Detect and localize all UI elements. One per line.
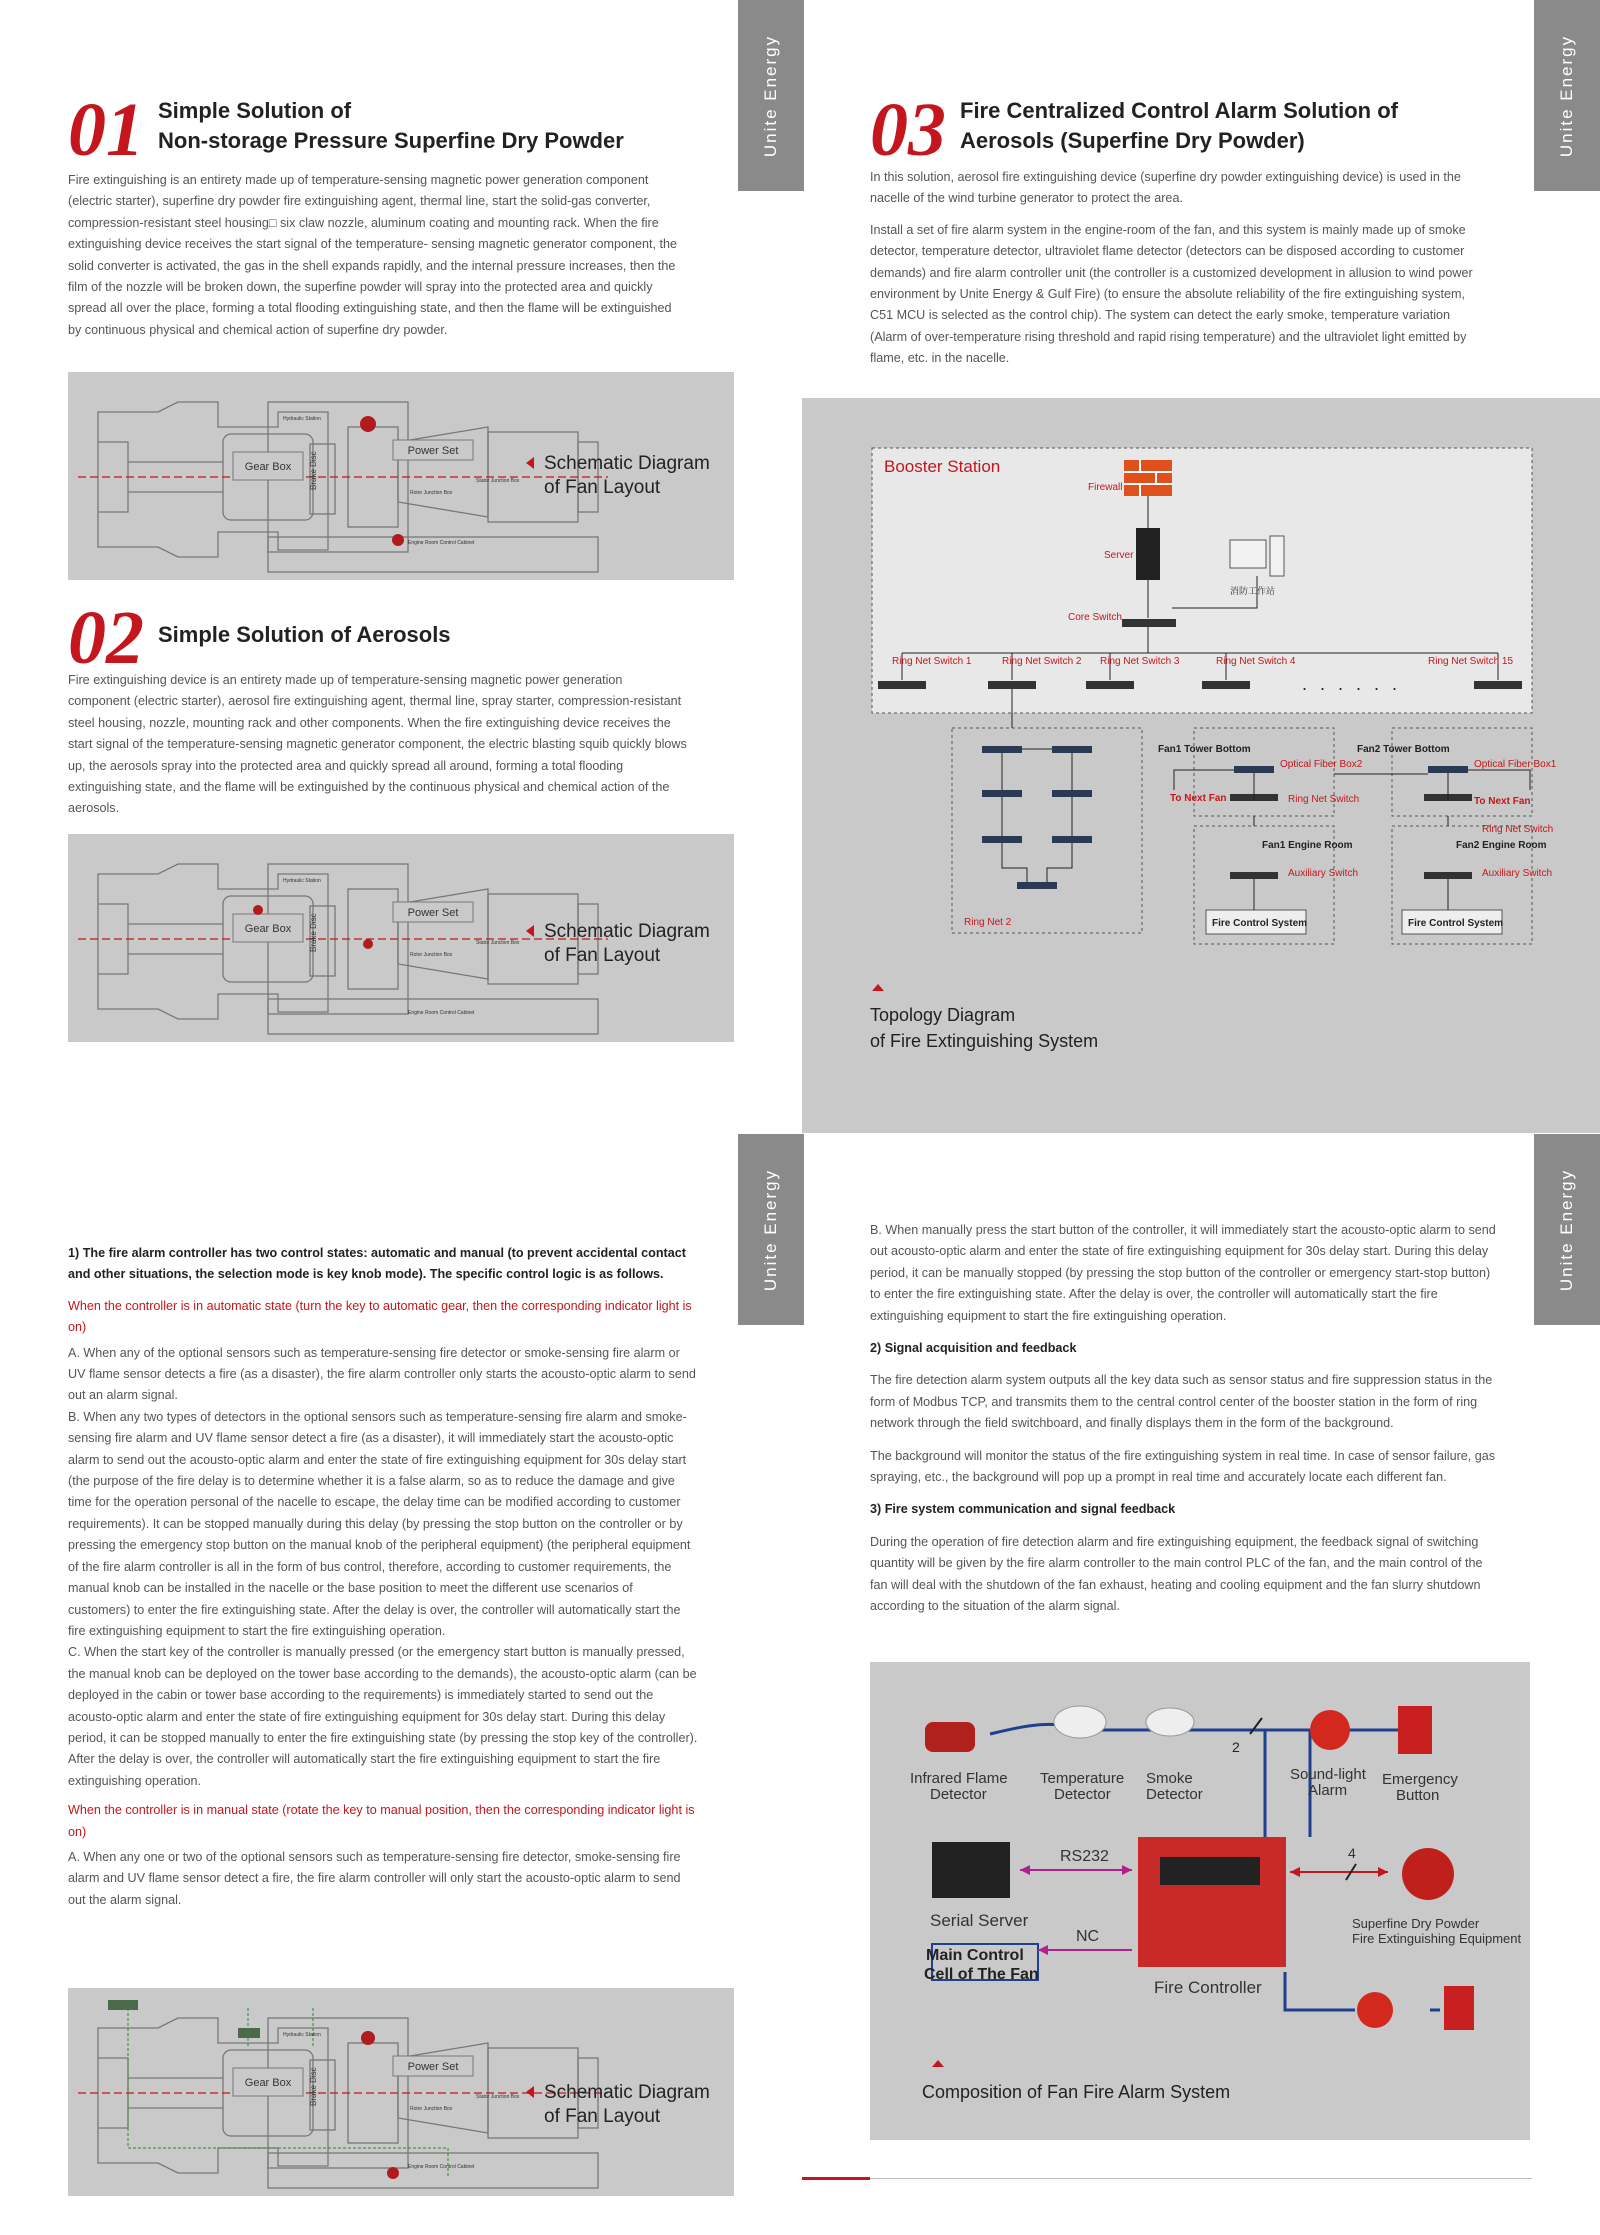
section-body: Fire extinguishing is an entirety made up of temperature-sensing magnetic power generation component (electric starter), superfine dry powder fire extinguishing agent, thermal line, start the solid-gas converter, compression-resistant steel housing□ six claw nozzle, aluminum coating and mounting rack. When the fire extinguishing device receives the start signal of the temperature- sensing magnetic generator component, the solid converter is activated, the gas in the shell expands rapidly, and the internal pressure increases, then the film of the nozzle will be broken down, the superfine powder will spray into the protected area and quickly spread all over the place, forming a total flooding extinguishing state, and then the flame will be extinguished by continuous physical and chemical action of superfine dry powder. <box>68 173 678 337</box>
aux-switch-label: Auxiliary Switch <box>1482 868 1553 879</box>
temp-label: Temperature <box>1040 1770 1125 1787</box>
main-control-label: Main Control <box>926 1947 1024 1964</box>
subheading: 1) The fire alarm controller has two control states: automatic and manual (to prevent accidental contact and other situations, the selection mode is key knob mode). The specific control logic is as follows. <box>68 1246 686 1282</box>
workstation-icon <box>1230 540 1266 568</box>
ring-switch-icon <box>878 681 926 689</box>
rotor-junction-label: Rotor Junction Box <box>410 490 453 496</box>
hydraulic-station-label: Hydraulic Station <box>283 416 321 422</box>
serial-label: Serial Server <box>930 1911 1029 1930</box>
footer-accent <box>802 2177 870 2180</box>
emergency-button-icon <box>1444 1986 1474 2030</box>
caption-line: of Fire Extinguishing System <box>870 1031 1099 1051</box>
ring-switch-icon <box>982 746 1022 753</box>
brand-label: Unite Energy <box>1557 34 1576 157</box>
sound-light-alarm-icon <box>1310 1710 1350 1750</box>
aerosol-icon <box>253 905 263 915</box>
aux-switch-icon <box>1424 872 1472 879</box>
rotor-junction-label: Rotor Junction Box <box>410 2106 453 2112</box>
caption-line: Schematic Diagram <box>544 921 710 942</box>
caption-line: of Fan Layout <box>544 945 661 966</box>
booster-station-label: Booster Station <box>884 457 1001 476</box>
ir-label: Detector <box>930 1786 987 1803</box>
stator-junction-label: Stator Junction Box <box>476 940 520 946</box>
emergency-button-icon <box>1398 1706 1432 1754</box>
ring-switch-icon <box>1052 746 1092 753</box>
topology-diagram <box>802 398 1600 1133</box>
switch-label: Ring Net Switch 2 <box>1002 656 1082 667</box>
to-next-fan-label: To Next Fan <box>1474 796 1531 807</box>
diagram-caption <box>544 920 710 968</box>
engine-cabinet-label: Engine Room Control Cabinet <box>408 2164 475 2170</box>
paragraph: Install a set of fire alarm system in the engine-room of the fan, and this system is mainly made up of smoke detector, temperature detector, ultraviolet flame detector (detectors can be disposed according to customer demands) and fire alarm controller unit (the controller is a customized development in allusion to wind power environment by Unite Energy & Gulf Fire) (to ensure the absolute reliability of the fire extinguishing system, C51 MCU is selected as the control chip). The system can detect the early smoke, temperature variation (Alarm of over-temperature rising threshold and rapid rising temperature) and the ultraviolet light emitted by flame, etc. in the nacelle. <box>870 222 1473 366</box>
brand-tab <box>738 1134 804 1325</box>
control-logic-text <box>68 1243 698 1921</box>
ring-switch-icon <box>1202 681 1250 689</box>
ring-net-2-label: Ring Net 2 <box>964 917 1012 928</box>
composition-drawing <box>870 1662 1530 2140</box>
section-body <box>870 167 1490 380</box>
temperature-detector-icon <box>1054 1706 1106 1738</box>
sound-light-alarm-icon <box>1357 1992 1393 2028</box>
emerg-label: Button <box>1396 1787 1440 1804</box>
sound-label: Sound-light <box>1290 1766 1366 1783</box>
aux-switch-label: Auxiliary Switch <box>1288 868 1359 879</box>
caption-line: Schematic Diagram <box>544 2082 710 2103</box>
caption-arrow-icon <box>526 2086 534 2098</box>
fan2-engine-label: Fan2 Engine Room <box>1456 840 1547 851</box>
paragraph: During the operation of fire detection alarm and fire extinguishing equipment, the feedback signal of switching quantity will be given by the fire alarm controller to the main control PLC of the fan, and the main control of the fan will deal with the shutdown of the fan exhaust, heating and cooling equipment and the fan slurry shutdown according to the situation of the alarm signal. <box>870 1534 1483 1614</box>
emerg-label: Emergency <box>1382 1771 1458 1788</box>
switch-label: Ring Net Switch 1 <box>892 656 972 667</box>
paragraph: In this solution, aerosol fire extinguishing device (superfine dry powder extinguishing device) is used in the nacelle of the wind turbine generator to protect the area. <box>870 170 1461 206</box>
temp-label: Detector <box>1054 1786 1111 1803</box>
paragraph: A. When any one or two of the optional sensors such as temperature-sensing fire detector, smoke-sensing fire alarm and UV flame sensor detect a fire, the fire alarm controller will only start the acousto-optic alarm to send out the alarm signal. <box>68 1849 681 1907</box>
stator-junction-label: Stator Junction Box <box>476 478 520 484</box>
optical-fiber-box-icon <box>1234 766 1274 773</box>
engine-cabinet-label: Engine Room Control Cabinet <box>408 1010 475 1016</box>
diagram-caption <box>870 1002 1098 1054</box>
firewall-label: Firewall <box>1088 482 1123 493</box>
gear-box-label: Gear Box <box>244 461 292 473</box>
optical-fiber-box-icon <box>1428 766 1468 773</box>
switch-label: Ring Net Switch 4 <box>1216 656 1296 667</box>
server-label: Server <box>1104 550 1134 561</box>
to-next-fan-label: To Next Fan <box>1170 793 1227 804</box>
power-set-label: Power Set <box>407 907 459 919</box>
switch-label: Ring Net Switch 3 <box>1100 656 1180 667</box>
switch-label: Ring Net Switch 15 <box>1428 656 1514 667</box>
section-title <box>960 96 1398 156</box>
diagram-caption <box>544 452 710 500</box>
fan1-engine-label: Fan1 Engine Room <box>1262 840 1353 851</box>
ring-switch-icon <box>982 836 1022 843</box>
composition-diagram <box>870 1662 1530 2140</box>
signal-feedback-text <box>870 1220 1500 1628</box>
ofb1-label: Optical Fiber Box1 <box>1474 759 1557 770</box>
sdp-label: Fire Extinguishing Equipment <box>1352 1931 1522 1946</box>
brand-label: Unite Energy <box>761 34 780 157</box>
wire-count-4: 4 <box>1348 1845 1356 1861</box>
section-body: Fire extinguishing device is an entirety made up of temperature-sensing magnetic power generation component (electric starter), aerosol fire extinguishing agent, thermal line, spray starter, compression-resistant steel housing, nozzle, mounting rack and other components. When the fire extinguishing device receives the start signal of the temperature-sensing magnetic generator component, the electric blasting squib quickly blows up, the aerosols spray into the protected area and quickly spread all around, forming a total flooding extinguishing state, and the flame will be extinguished by the continuous physical and chemical action of the aerosols. <box>68 673 687 816</box>
caption-line: of Fan Layout <box>544 477 661 498</box>
ring-switch-icon <box>1086 681 1134 689</box>
power-set-label: Power Set <box>407 2061 459 2073</box>
detector-icon <box>238 2028 260 2038</box>
auto-state-note: When the controller is in automatic state (turn the key to automatic gear, then the corresponding indicator light is on) <box>68 1298 692 1335</box>
title-line: Non-storage Pressure Superfine Dry Powder <box>158 128 624 153</box>
stator-junction-label: Stator Junction Box <box>476 2094 520 2100</box>
caption-arrow-icon <box>526 457 534 469</box>
section-title: Simple Solution of Aerosols <box>158 622 451 647</box>
main-control-label: Cell of The Fan <box>924 1966 1039 1983</box>
controller-label: Fire Controller <box>1154 1978 1262 1997</box>
extinguisher-icon <box>387 2167 399 2179</box>
diagram-caption <box>544 2081 710 2129</box>
ring-switch-label: Ring Net Switch <box>1482 824 1554 835</box>
serial-server-icon <box>932 1842 1010 1898</box>
extinguisher-icon <box>361 2031 375 2045</box>
caption-line: Schematic Diagram <box>544 453 710 474</box>
dry-powder-extinguisher-icon <box>1402 1848 1454 1900</box>
paragraph: The background will monitor the status of the fire extinguishing system in real time. In case of sensor failure, gas spraying, etc., the background will pop up a prompt in real time and accurately locate each different fan. <box>870 1448 1496 1485</box>
infrared-flame-detector-icon <box>925 1722 975 1752</box>
smoke-label: Smoke <box>1146 1770 1193 1787</box>
engine-cabinet-label: Engine Room Control Cabinet <box>408 540 475 546</box>
ir-label: Infrared Flame <box>910 1770 1008 1787</box>
core-switch-icon <box>1122 619 1176 627</box>
section-number: 01 <box>68 88 144 172</box>
smoke-label: Detector <box>1146 1786 1203 1803</box>
caption-arrow-icon <box>932 2060 944 2067</box>
ring-switch-icon <box>982 790 1022 797</box>
aux-switch-icon <box>1230 872 1278 879</box>
aerosol-icon <box>363 939 373 949</box>
brake-disc-label: Brake Disc <box>309 913 318 952</box>
fan2-tower-label: Fan2 Tower Bottom <box>1357 744 1450 755</box>
ring-switch-icon <box>1052 836 1092 843</box>
extinguisher-icon <box>360 416 376 432</box>
diagram-caption: Composition of Fan Fire Alarm System <box>922 2082 1231 2102</box>
ring-switch-icon <box>1474 681 1522 689</box>
paragraph: B. When any two types of detectors in the optional sensors such as temperature-sensing fire alarm and smoke-sensing fire alarm and UV flame sensor detect a fire (as a disaster), it will immediately start the acousto-optic alarm to send out the acousto-optic alarm and enter the state of fire extinguishing equipment for 30s delay start (the purpose of the fire delay is to determine whether it is a false alarm, so as to reduce the damage and give time for the operation personal of the nacelle to escape, the delay time can be modified according to customer requirements). It can be stopped manually during this delay (by pressing the stop button on the controller or by pressing the emergency stop button on the manual knob of the peripheral equipment) (the peripheral equipment of the fire alarm controller is all in the form of bus control, therefore, according to customer requirements, the manual knob can be installed in the nacelle or the base position to meet the different use scenarios of customers) to enter the fire extinguishing state. After the delay is over, the controller will automatically start the fire extinguishing equipment to start the fire extinguishing operation. <box>68 1409 691 1638</box>
section-number: 03 <box>870 88 946 172</box>
hydraulic-station-label: Hydraulic Station <box>283 878 321 884</box>
title-line: Simple Solution of <box>158 98 352 123</box>
caption-arrow-icon <box>872 984 884 991</box>
caption-arrow-icon <box>526 925 534 937</box>
brand-tab <box>738 0 804 191</box>
power-set-label: Power Set <box>407 445 459 457</box>
caption-line: of Fan Layout <box>544 2106 661 2127</box>
sound-label: Alarm <box>1308 1782 1348 1799</box>
ofb2-label: Optical Fiber Box2 <box>1280 759 1363 770</box>
brand-label: Unite Energy <box>761 1168 780 1291</box>
brand-tab <box>1534 1134 1600 1325</box>
brand-label: Unite Energy <box>1557 1168 1576 1291</box>
title-line: Fire Centralized Control Alarm Solution of <box>960 98 1398 123</box>
fan-layout-diagram <box>68 1988 734 2196</box>
fan-layout-diagram <box>68 372 734 580</box>
brake-disc-label: Brake Disc <box>309 2067 318 2106</box>
brake-disc-label: Brake Disc <box>309 451 318 490</box>
ellipsis: . . . . . . <box>1302 674 1402 694</box>
paragraph: C. When the start key of the controller is manually pressed (or the emergency start button is manually pressed, the manual knob can be deployed on the tower base according to the demands), the acousto-optic alarm (can be deployed in the cabin or tower base according to the requirements) is immediately started to send out the acousto-optic alarm and enter the state of fire extinguishing equipment for 30s delay start. During this delay period, it can be stopped manually to enter the fire extinguishing state (by pressing the stop key of the controller). After the delay is over, the controller will automatically start the fire extinguishing equipment to start the fire extinguishing operation. <box>68 1645 698 1788</box>
fan-layout-diagram <box>68 834 734 1042</box>
fire-control-label: Fire Control System <box>1212 918 1308 929</box>
caption-line: Topology Diagram <box>870 1005 1016 1025</box>
wire-count-2: 2 <box>1232 1739 1240 1755</box>
fire-controller-icon <box>1138 1837 1286 1967</box>
nc-label: NC <box>1076 1928 1100 1945</box>
gear-box-label: Gear Box <box>244 2077 292 2089</box>
paragraph: The fire detection alarm system outputs all the key data such as sensor status and fire suppression status in the form of Modbus TCP, and transmits them to the central control center of the booster station in the form of ring network through the field switchboard, and finally displays them in the form of the background. <box>870 1373 1493 1431</box>
extinguisher-icon <box>392 534 404 546</box>
firewall-icon <box>1124 460 1172 496</box>
rotor-junction-label: Rotor Junction Box <box>410 952 453 958</box>
section-title <box>158 96 624 156</box>
section-number: 02 <box>68 596 144 680</box>
sdp-label: Superfine Dry Powder <box>1352 1916 1480 1931</box>
hydraulic-station-label: Hydraulic Station <box>283 2032 321 2038</box>
subheading: 2) Signal acquisition and feedback <box>870 1341 1077 1356</box>
workstation-label: 消防工作站 <box>1230 586 1276 596</box>
paragraph: B. When manually press the start button of the controller, it will immediately start the acousto-optic alarm to send out acousto-optic alarm and enter the state of fire extinguishing equipment for 30s delay start. During this delay period, it can be manually stopped (by pressing the stop button of the controller or emergency start-stop button) to enter the fire extinguishing state. After the delay is over, the controller will automatically start the fire extinguishing equipment to start the fire extinguishing operation. <box>870 1223 1496 1323</box>
rs232-label: RS232 <box>1060 1848 1109 1865</box>
smoke-detector-icon <box>1146 1708 1194 1736</box>
core-switch-label: Core Switch <box>1068 612 1122 623</box>
brand-tab <box>1534 0 1600 191</box>
fan1-tower-label: Fan1 Tower Bottom <box>1158 744 1251 755</box>
title-line: Aerosols (Superfine Dry Powder) <box>960 128 1305 153</box>
fire-control-label: Fire Control System <box>1408 918 1504 929</box>
gear-box-label: Gear Box <box>244 923 292 935</box>
ring-switch-icon <box>1052 790 1092 797</box>
manual-state-note: When the controller is in manual state (rotate the key to manual position, then the corresponding indicator light is on) <box>68 1803 695 1839</box>
ring-switch-label: Ring Net Switch <box>1288 794 1360 805</box>
detector-icon <box>108 2000 138 2010</box>
server-icon <box>1136 528 1160 580</box>
paragraph: A. When any of the optional sensors such as temperature-sensing fire detector or smoke-sensing fire alarm or UV flame sensor detects a fire (as a disaster), the fire alarm controller only starts the acousto-optic alarm to send out an alarm signal. <box>68 1345 696 1403</box>
footer-rule <box>802 2178 1532 2179</box>
ring-switch-icon <box>1017 882 1057 889</box>
ring-switch-icon <box>988 681 1036 689</box>
subheading: 3) Fire system communication and signal feedback <box>870 1502 1176 1517</box>
